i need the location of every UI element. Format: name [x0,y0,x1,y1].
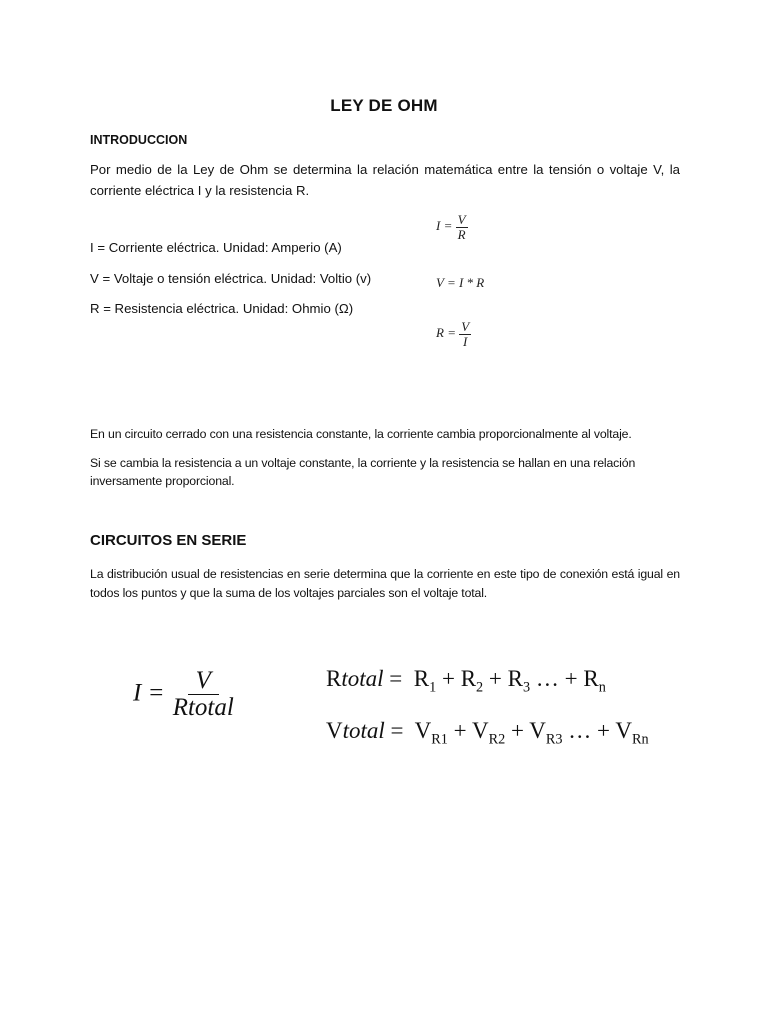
total-resistance-term-3: $R_3$ [507,666,531,696]
total-voltage-term-3-subscript: R3 [545,731,563,748]
total-resistance-operator-2: + [483,666,508,691]
series-current-lhs: I [133,679,142,707]
statement-inverse: Si se cambia la resistencia a un voltaje constante, la corriente y la resistencia se hallan en una relación inversamente proporcional. [90,456,636,488]
total-resistance-operator-3: … + [530,666,584,691]
total-voltage-head: V [326,718,343,743]
series-current-fraction [171,668,236,722]
total-voltage-term-2: $V_{R2}$ [471,718,506,748]
formula-current-lhs: I [436,218,441,234]
total-voltage-operator-2: + [505,718,530,743]
definition-resistance: R = Resistencia eléctrica. Unidad: Ohmio (Ω) [90,301,354,316]
total-resistance-term-4: $R_n$ [583,666,606,696]
statement-proportional: En un circuito cerrado con una resistencia constante, la corriente cambia proporcionalmente al voltaje. [90,427,632,441]
total-resistance-term-1-subscript: 1 [429,679,437,696]
series-heading: CIRCUITOS EN SERIE [90,532,247,549]
total-voltage-equals: = [384,718,410,743]
intro-heading: INTRODUCCION [90,133,188,147]
formula-voltage: V = I * R [436,275,485,290]
series-current-equals: = [147,679,165,707]
series-current-denominator: Rtotal [172,694,234,722]
total-voltage-term-4: $V_{Rn}$ [615,718,649,748]
total-resistance-term-1: $R_1$ [413,666,437,696]
series-current-numerator: V [188,668,219,695]
formula-current [436,213,468,241]
total-resistance-equals: = [383,666,408,691]
formula-current-denominator: R [457,226,466,242]
total-voltage-operator-3: … + [562,718,616,743]
total-resistance-head: R [326,666,342,691]
total-voltage-term-1-subscript: R1 [431,731,448,748]
total-voltage-term-4-subscript: Rn [631,731,649,748]
total-voltage-term-3: $V_{R3}$ [529,718,563,748]
total-resistance-term-3-subscript: 3 [523,679,531,696]
formula-resistance-equals: = [447,325,456,341]
formula-current-equals: = [443,218,453,234]
formula-resistance-denominator: I [463,333,468,349]
formula-current-fraction [456,213,468,241]
formula-resistance-numerator: V [461,319,470,334]
total-voltage-head-italic: total [342,718,385,743]
total-voltage-operator-1: + [447,718,472,743]
total-resistance-formula [326,666,606,697]
page-title: LEY DE OHM [330,96,438,115]
formula-resistance-fraction [459,320,471,348]
formula-current-numerator: V [457,212,466,227]
intro-paragraph: Por medio de la Ley de Ohm se determina la relación matemática entre la tensión o voltaje V, la corriente eléctrica I y la resistencia R. [90,162,680,198]
formula-resistance [436,320,471,348]
total-voltage-terms [414,718,649,748]
total-resistance-head-italic: total [341,666,384,691]
total-voltage-term-2-subscript: R2 [488,731,506,748]
total-resistance-term-2-subscript: 2 [476,679,484,696]
definition-voltage: V = Voltaje o tensión eléctrica. Unidad: Voltio (v) [90,271,372,286]
series-current-formula [133,668,236,722]
total-resistance-operator-1: + [436,666,461,691]
total-resistance-terms [413,666,606,696]
total-voltage-term-1: $V_{R1}$ [414,718,448,748]
total-resistance-term-4-subscript: n [598,679,606,696]
definition-current: I = Corriente eléctrica. Unidad: Amperio (A) [90,240,342,255]
total-resistance-term-2: $R_2$ [460,666,484,696]
formula-resistance-lhs: R [436,325,444,341]
series-paragraph: La distribución usual de resistencias en serie determina que la corriente en este tipo de conexión está igual en todos los puntos y que la suma de los voltajes parciales son el voltaje total. [90,567,680,600]
total-voltage-formula [326,718,649,749]
